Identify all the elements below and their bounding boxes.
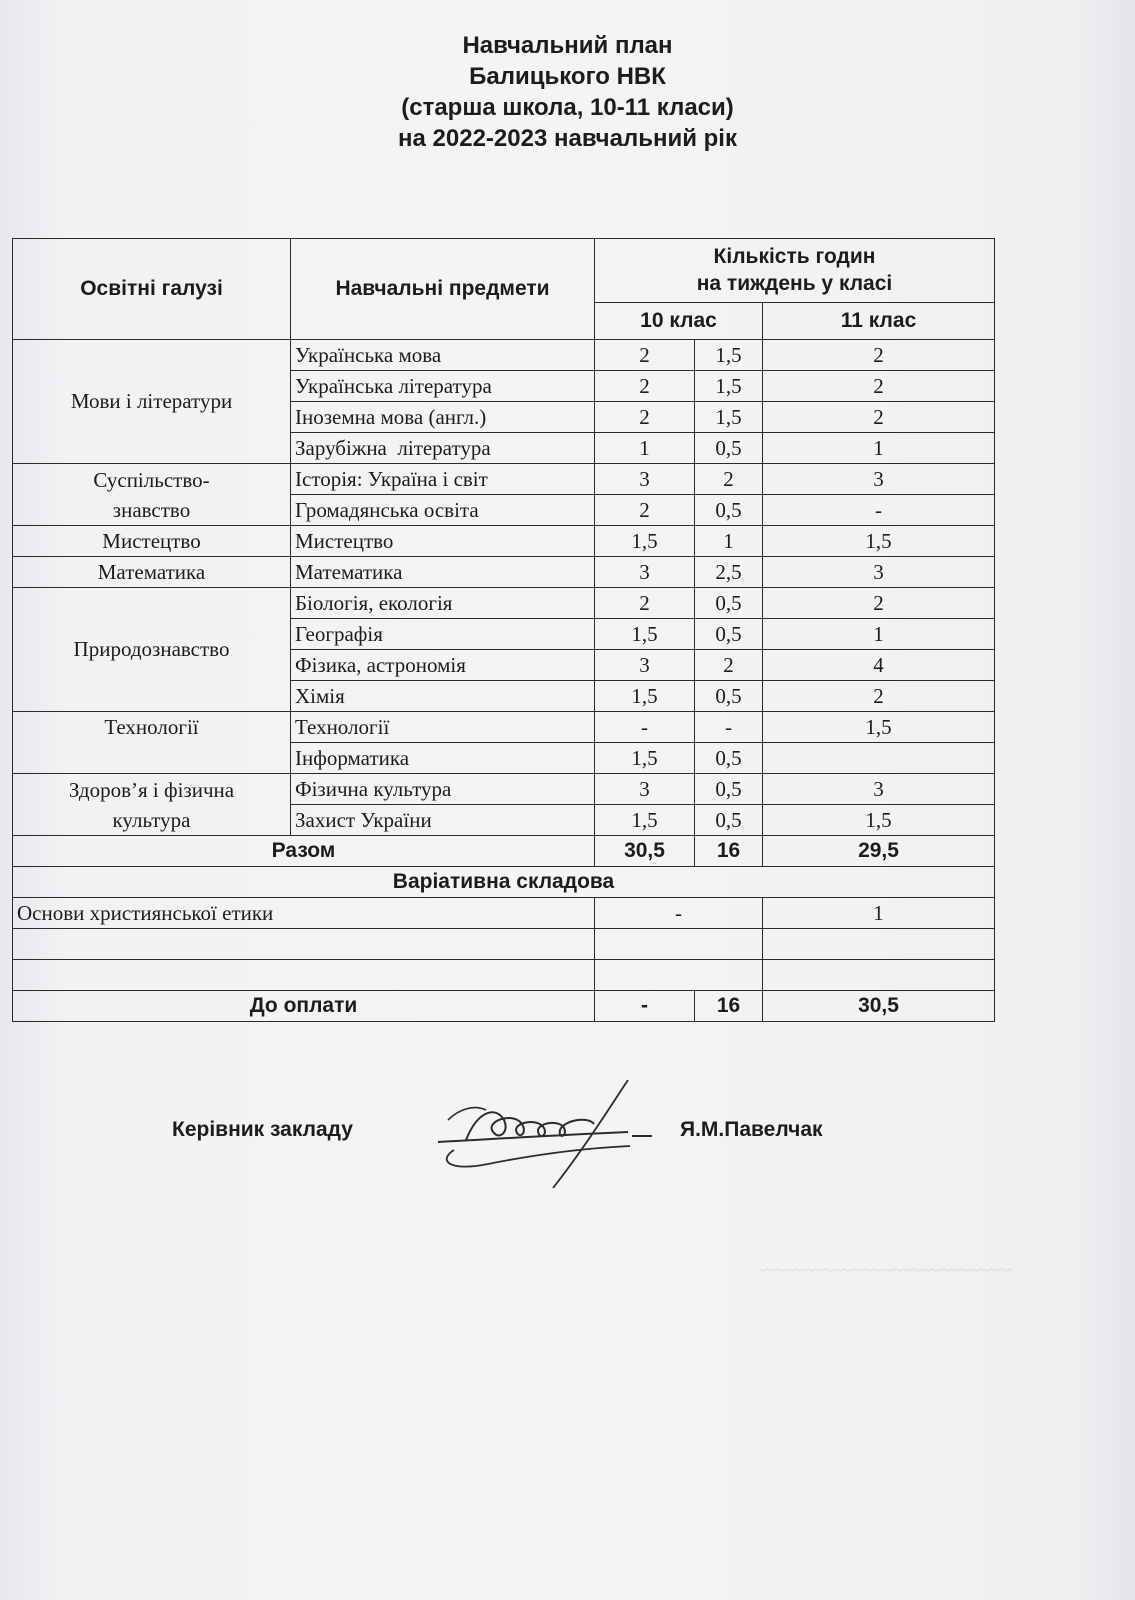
variative-label: Варіативна складова — [13, 867, 995, 898]
grade11-cell: 4 — [763, 650, 995, 681]
curriculum-table — [12, 238, 995, 1022]
variative-item: Основи християнської етики — [13, 898, 595, 929]
grade10-a-cell: 1,5 — [595, 805, 695, 836]
area-line-1: Суспільство- — [93, 467, 210, 492]
header-grade-10: 10 клас — [595, 302, 763, 339]
signature-role: Керівник закладу — [172, 1118, 353, 1141]
subject-cell: Інформатика — [291, 743, 595, 774]
area-cell: Мови і літератури — [13, 340, 291, 464]
area-line-2: культура — [112, 807, 191, 832]
grade10-a-cell: 1,5 — [595, 743, 695, 774]
grade10-a-cell: 2 — [595, 495, 695, 526]
table-row — [13, 557, 995, 588]
grade10-b-cell: 1 — [695, 526, 763, 557]
grade10-b-cell: 2 — [695, 464, 763, 495]
title-line-2: Балицького НВК — [469, 63, 666, 90]
area-cell: Математика — [13, 557, 291, 588]
grade10-a-cell: 3 — [595, 774, 695, 805]
grade10-b-cell: 0,5 — [695, 588, 763, 619]
subject-cell: Фізика, астрономія — [291, 650, 595, 681]
bleed-through-text: ~~~~~~~~~~~~~~~~~~~~~~~~~~ — [760, 1260, 1014, 1280]
table-row — [13, 712, 995, 743]
header-area: Освітні галузі — [13, 239, 291, 340]
grade11-cell: 2 — [763, 588, 995, 619]
grade11-cell: 1 — [763, 433, 995, 464]
empty-cell — [595, 929, 763, 960]
grade11-cell: 3 — [763, 557, 995, 588]
empty-row — [13, 929, 995, 960]
signature-name: Я.М.Павелчак — [680, 1118, 823, 1141]
area-cell: Природознавство — [13, 588, 291, 712]
header-hours-line-1: Кількість годин — [713, 245, 876, 269]
grade11-cell: 2 — [763, 371, 995, 402]
grade11-cell: 2 — [763, 402, 995, 433]
subject-cell: Зарубіжна література — [291, 433, 595, 464]
grade10-a-cell: 1,5 — [595, 619, 695, 650]
header-subjects: Навчальні предмети — [291, 239, 595, 340]
grade11-cell: 1,5 — [763, 805, 995, 836]
area-cell-empty — [13, 743, 291, 774]
empty-cell — [595, 960, 763, 991]
grade10-a-cell: 2 — [595, 340, 695, 371]
title-line-3: (старша школа, 10-11 класи) — [401, 94, 734, 121]
grade11-cell: 1 — [763, 619, 995, 650]
grade10-a-cell: 1 — [595, 433, 695, 464]
grade10-b-cell: 0,5 — [695, 681, 763, 712]
subject-cell: Фізична культура — [291, 774, 595, 805]
total-label: Разом — [13, 836, 595, 867]
grade10-a-cell: 2 — [595, 588, 695, 619]
grade11-cell: 2 — [763, 340, 995, 371]
variative-grade11: 1 — [763, 898, 995, 929]
document-title — [0, 30, 1135, 154]
grade10-a-cell: 3 — [595, 464, 695, 495]
subject-cell: Мистецтво — [291, 526, 595, 557]
table-row — [13, 588, 995, 619]
subject-cell: Українська література — [291, 371, 595, 402]
table-row — [13, 464, 995, 495]
subject-cell: Українська мова — [291, 340, 595, 371]
empty-cell — [13, 929, 595, 960]
pay-grade11: 30,5 — [763, 991, 995, 1022]
grade11-cell: - — [763, 495, 995, 526]
pay-label: До оплати — [13, 991, 595, 1022]
title-line-4: на 2022-2023 навчальний рік — [398, 125, 737, 152]
table-row — [13, 526, 995, 557]
subject-cell: Хімія — [291, 681, 595, 712]
pay-grade10-b: 16 — [695, 991, 763, 1022]
grade10-b-cell: 0,5 — [695, 805, 763, 836]
area-line-2: знавство — [112, 497, 191, 522]
area-cell: Технології — [13, 712, 291, 743]
subject-cell: Біологія, екологія — [291, 588, 595, 619]
grade10-b-cell: 0,5 — [695, 619, 763, 650]
grade10-a-cell: 2 — [595, 371, 695, 402]
handwritten-signature — [418, 1080, 658, 1190]
grade10-b-cell: 1,5 — [695, 371, 763, 402]
grade11-cell: 1,5 — [763, 712, 995, 743]
header-hours — [595, 239, 995, 303]
grade11-cell: 1,5 — [763, 526, 995, 557]
variative-row — [13, 898, 995, 929]
title-line-1: Навчальний план — [462, 32, 673, 59]
empty-row — [13, 960, 995, 991]
subject-cell: Історія: Україна і світ — [291, 464, 595, 495]
grade10-b-cell: - — [695, 712, 763, 743]
subject-cell: Технології — [291, 712, 595, 743]
total-grade10-b: 16 — [695, 836, 763, 867]
grade10-b-cell: 1,5 — [695, 340, 763, 371]
subject-cell: Математика — [291, 557, 595, 588]
area-line-1: Здоров’я і фізична — [68, 777, 235, 802]
grade11-cell: 3 — [763, 774, 995, 805]
grade10-b-cell: 2,5 — [695, 557, 763, 588]
table-row — [13, 774, 995, 805]
area-cell: Мистецтво — [13, 526, 291, 557]
area-cell — [13, 774, 291, 836]
subject-cell: Захист України — [291, 805, 595, 836]
subject-cell: Іноземна мова (англ.) — [291, 402, 595, 433]
area-cell — [13, 464, 291, 526]
variative-grade10: - — [595, 898, 763, 929]
subject-cell: Географія — [291, 619, 595, 650]
grade10-a-cell: 1,5 — [595, 526, 695, 557]
grade10-b-cell: 1,5 — [695, 402, 763, 433]
empty-cell — [763, 960, 995, 991]
grade10-a-cell: 2 — [595, 402, 695, 433]
header-grade-11: 11 клас — [763, 302, 995, 339]
table-row — [13, 743, 995, 774]
grade10-b-cell: 0,5 — [695, 433, 763, 464]
grade10-b-cell: 0,5 — [695, 774, 763, 805]
variative-header-row — [13, 867, 995, 898]
empty-cell — [13, 960, 595, 991]
grade10-a-cell: 3 — [595, 650, 695, 681]
grade10-a-cell: - — [595, 712, 695, 743]
table-row — [13, 340, 995, 371]
grade10-a-cell: 3 — [595, 557, 695, 588]
grade10-b-cell: 0,5 — [695, 495, 763, 526]
pay-row — [13, 991, 995, 1022]
grade10-b-cell: 0,5 — [695, 743, 763, 774]
grade10-b-cell: 2 — [695, 650, 763, 681]
subject-cell: Громадянська освіта — [291, 495, 595, 526]
grade11-cell — [763, 743, 995, 774]
grade11-cell: 3 — [763, 464, 995, 495]
grade10-a-cell: 1,5 — [595, 681, 695, 712]
header-hours-line-2: на тиждень у класі — [696, 272, 893, 296]
grade11-cell: 2 — [763, 681, 995, 712]
total-grade11: 29,5 — [763, 836, 995, 867]
total-grade10-a: 30,5 — [595, 836, 695, 867]
total-row — [13, 836, 995, 867]
empty-cell — [763, 929, 995, 960]
pay-grade10-a: - — [595, 991, 695, 1022]
